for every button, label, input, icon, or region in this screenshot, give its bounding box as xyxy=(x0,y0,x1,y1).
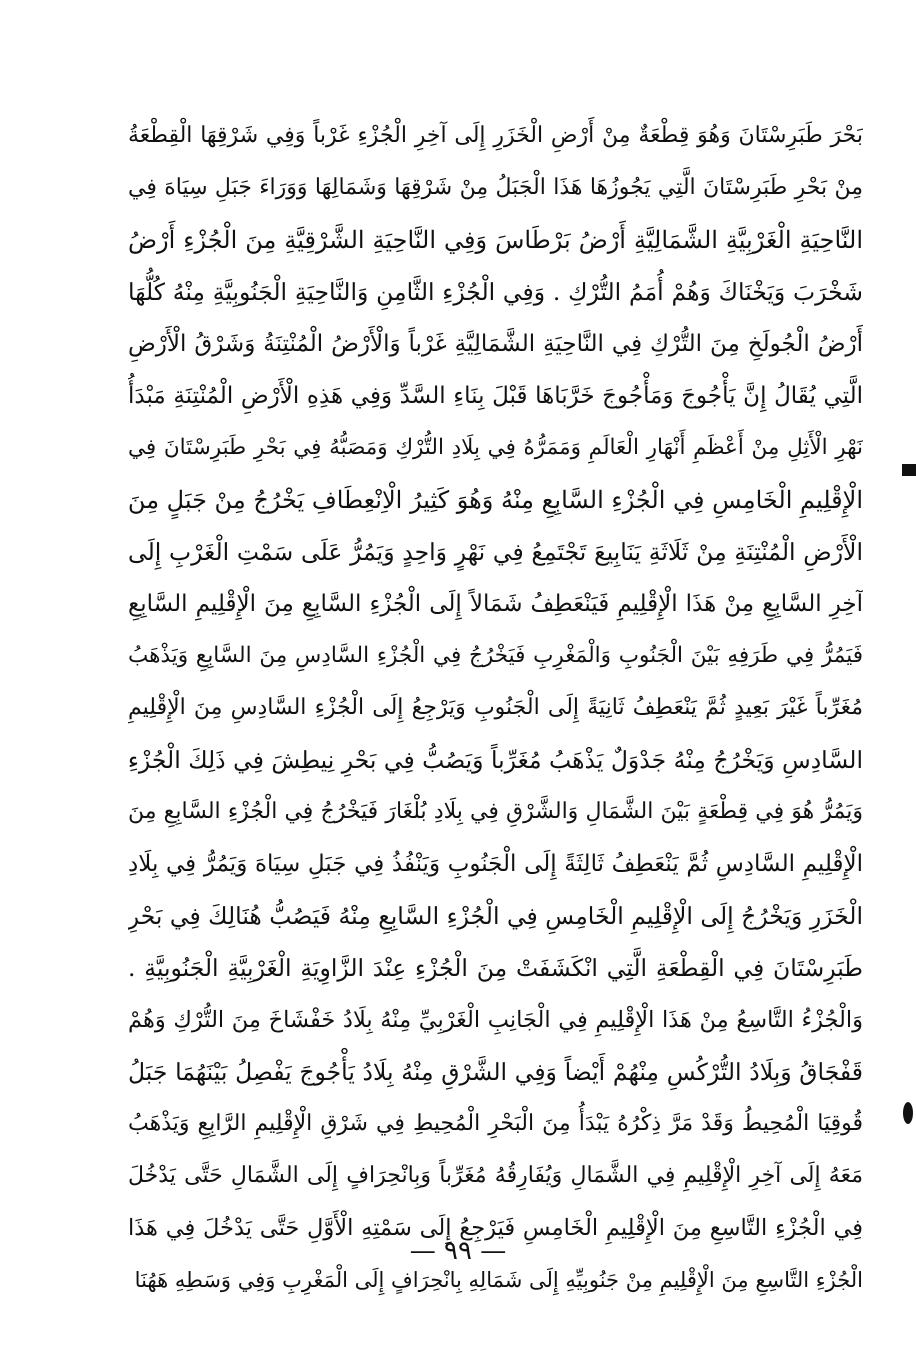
text-line: قُوقِيَا الْمُحِيطُ وَقَدْ مَرَّ ذِكْرُهُ يَبْدَأُ مِنَ الْبَحْرِ الْمُحِيطِ فِي شَرْقِ الْإِقْلِيمِ الرَّابِعِ وَيَذْهَبُ xyxy=(128,1111,863,1136)
text-line: الْخَزَرِ وَيَخْرُجُ إِلَى الْإِقْلِيمِ الْخَامِسِ فِي الْجُزْءِ السَّابِعِ مِنْهُ فَيَصُبُّ هُنَالِكَ فِي بَحْرِ xyxy=(128,902,863,930)
text-line: الْجُزْءِ التَّاسِعِ مِنَ الْإِقْلِيمِ مِنْ جَنُوبِيِّهِ إِلَى شَمَالِهِ بِانْحِرَافٍ إِلَى الْمَغْرِبِ وَفِي وَسَطِهِ هَهُنَا xyxy=(134,1268,863,1292)
text-line: الْإِقْلِيمِ السَّادِسِ ثُمَّ يَنْعَطِفُ ثَالِثَةً إِلَى الْجَنُوبِ وَيَنْفُذُ فِي جَبَلِ سِيَاهَ وَيَمُرُّ فِي بِلَادِ xyxy=(128,851,863,877)
text-line: آخِرِ السَّابِعِ مِنْ هَذَا الْإِقْلِيمِ فَيَنْعَطِفُ شَمَالاً إِلَى الْجُزْءِ السَّابِعِ مِنَ الْإِقْلِيمِ السَّابِعِ xyxy=(128,591,863,617)
text-line: وَالْجُزْءُ التَّاسِعُ مِنْ هَذَا الْإِقْلِيمِ فِي الْجَانِبِ الْغَرْبِيِّ مِنْهُ بِلَادُ خَفْشَاخَ مِنَ التُّرْكِ وَهُمْ xyxy=(128,1007,863,1033)
text-line: السَّادِسِ وَيَخْرُجُ مِنْهُ جَدْوَلٌ يَذْهَبُ مُغَرِّباً وَيَصُبُّ فِي بَحْرِ نِيطِشَ فِي ذَلِكَ الْجُزْءِ xyxy=(128,746,863,774)
text-line: طَبَرِسْتَانَ فِي الْقِطْعَةِ الَّتِي انْكَشَفَتْ مِنَ الْجُزْءِ عِنْدَ الزَّاوِيَةِ الْغَرْبِيَّةِ الْجَنُوبِيَّةِ . xyxy=(128,954,863,982)
text-line: فَيَمُرُّ فِي طَرَفِهِ بَيْنَ الْجَنُوبِ وَالْمَغْرِبِ فَيَخْرُجُ فِي الْجُزْءِ السَّادِسِ مِنَ السَّابِعِ وَيَذْهَبُ xyxy=(128,643,863,668)
text-line: قَفْجَاقُ وَبِلَادُ التُّرْكُسِ مِنْهُمْ أَيْضاً وَفِي الشَّرْقِ مِنْهُ بِلَادُ يَأْجُوجَ يَفْصِلُ بَيْنَهُمَا جَبَلُ xyxy=(128,1058,863,1086)
text-line: مُغَرِّباً غَيْرَ بَعِيدٍ ثُمَّ يَنْعَطِفُ ثَانِيَةً إِلَى الْجَنُوبِ وَيَرْجِعُ إِلَى الْجُزْءِ السَّادِسِ مِنَ الْإِقْلِيمِ xyxy=(128,695,863,720)
margin-mark xyxy=(903,1102,913,1124)
margin-mark xyxy=(902,464,916,476)
text-line: فِي الْجُزْءِ التَّاسِعِ مِنَ الْإِقْلِيمِ الْخَامِسِ فَيَرْجِعُ إِلَى سَمْتِهِ الْأَوَّلِ حَتَّى يَدْخُلَ فِي هَذَا xyxy=(128,1215,863,1241)
text-line: النَّاحِيَةِ الْغَرْبِيَّةِ الشَّمَالِيَّةِ أَرْضُ بَرْطَاسَ وَفِي النَّاحِيَةِ الشَّرْقِيَّةِ مِنَ الْجُزْءِ أَرْضُ xyxy=(128,226,863,254)
text-line: وَيَمُرُّ هُوَ فِي قِطْعَةٍ بَيْنَ الشَّمَالِ وَالشَّرْقِ فِي بِلَادِ بُلْغَارَ فَيَخْرُجُ فِي الْجُزْءِ السَّابِعِ مِنَ xyxy=(128,799,863,824)
text-line: الْأَرْضِ الْمُنْتِنَةِ مِنْ ثَلَاثَةِ يَنَابِيعَ تَجْتَمِعُ فِي نَهْرٍ وَاحِدٍ وَيَمُرُّ عَلَى سَمْتِ الْغَرْبِ إِلَى xyxy=(128,538,863,566)
text-line: شَخْرَبَ وَيَخْنَاكَ وَهُمْ أُمَمُ التُّرْكِ . وَفِي الْجُزْءِ الثَّامِنِ وَالنَّاحِيَةِ الْجَنُوبِيَّةِ مِنْهُ كُلُّهَا xyxy=(128,278,863,306)
text-line: الْإِقْلِيمِ الْخَامِسِ فِي الْجُزْءِ السَّابِعِ مِنْهُ وَهُوَ كَثِيرُ الْاِنْعِطَافِ يَخْرُجُ مِنْ جَبَلٍ مِنَ xyxy=(128,486,863,514)
text-line: نَهْرِ الْأَثِلِ مِنْ أَعْظَمِ أَنْهَارِ الْعَالَمِ وَمَمَرُّهُ فِي بِلَادِ التُّرْكِ وَمَصَبُّهُ فِي بَحْرِ طَبَرِسْتَانَ فِي xyxy=(128,435,863,460)
page-number: — ٩٩ — xyxy=(409,1236,507,1266)
text-line: مِنْ بَحْرِ طَبَرِسْتَانَ الَّتِي يَجُوزُهَا هَذَا الْجَبَلُ مِنْ شَرْقِهَا وَشَمَالِهَا وَوَرَاءَ جَبَلِ سِيَاهَ فِي xyxy=(128,175,863,200)
text-line: أَرْضُ الْجُولَخِ مِنَ التُّرْكِ فِي النَّاحِيَةِ الشَّمَالِيَّةِ غَرْباً وَالْأَرْضُ الْمُنْتِنَةُ وَشَرْقُ الْأَرْضِ xyxy=(128,331,863,357)
text-line: مَعَهُ إِلَى آخِرِ الْإِقْلِيمِ فِي الشَّمَالِ وَيُفَارِقُهُ مُغَرِّباً وَبِانْحِرَافٍ إِلَى الشَّمَالِ حَتَّى يَدْخُلَ xyxy=(128,1163,863,1188)
text-line: بَحْرَ طَبَرِسْتَانَ وَهُوَ قِطْعَةٌ مِنْ أَرْضِ الْخَزَرِ إِلَى آخِرِ الْجُزْءِ غَرْباً وَفِي شَرْقِهَا الْقِطْعَةُ xyxy=(128,123,863,148)
text-line: الَّتِي يُقَالُ إِنَّ يَأْجُوجَ وَمَأْجُوجَ خَرَّبَاهَا قَبْلَ بِنَاءِ السَّدِّ وَفِي هَذِهِ الْأَرْضِ الْمُنْتِنَةِ مَبْدَأُ xyxy=(128,383,863,409)
body-text xyxy=(128,110,863,1306)
